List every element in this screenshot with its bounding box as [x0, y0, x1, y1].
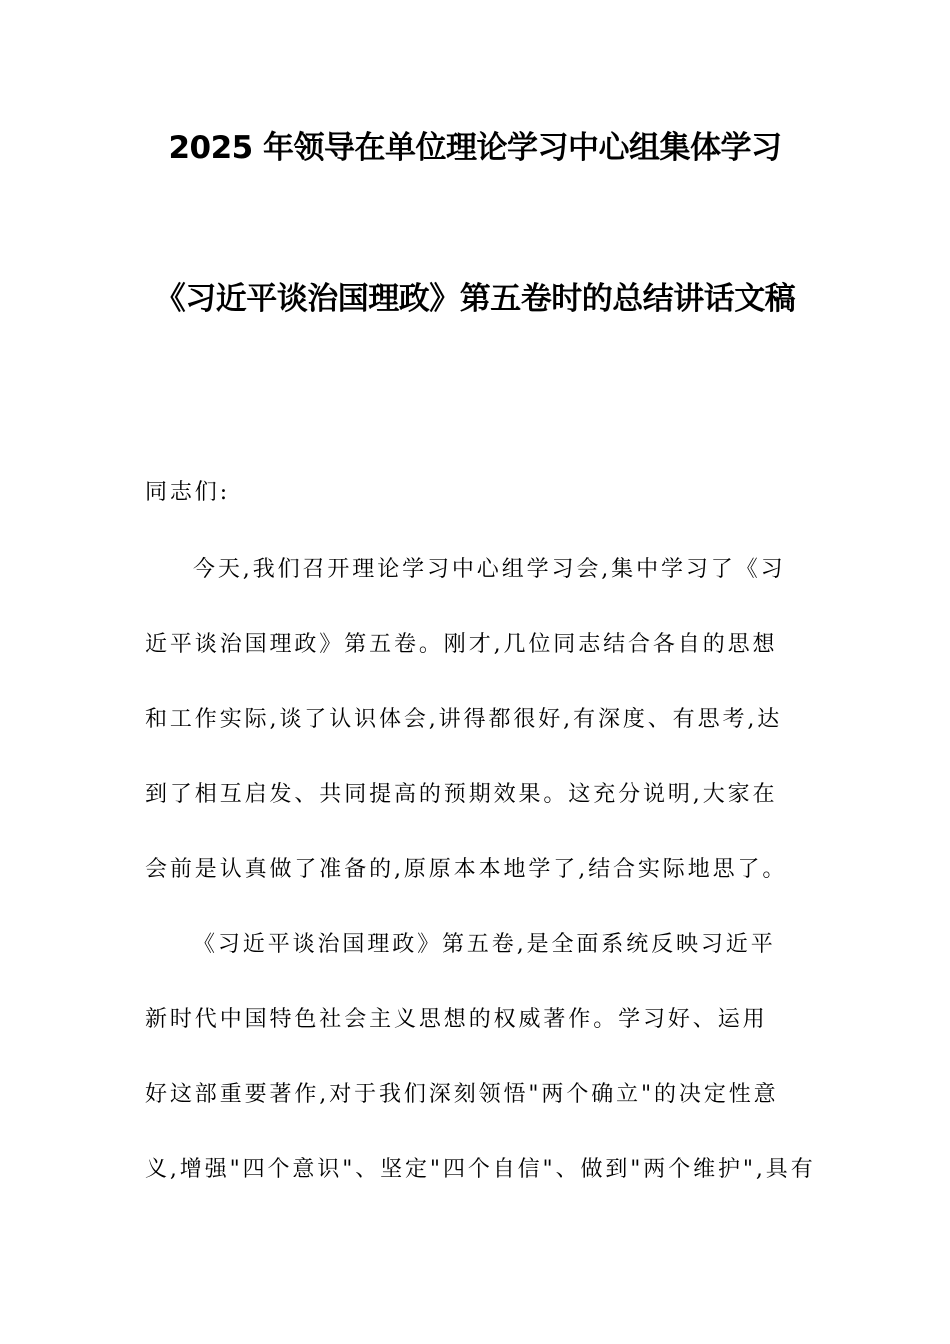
- salutation: 同志们:: [145, 480, 231, 505]
- paragraph-1-line-5: 会前是认真做了准备的,原原本本地学了,结合实际地思了。: [145, 857, 788, 882]
- paragraph-2-line-1: 《习近平谈治国理政》第五卷,是全面系统反映习近平: [193, 932, 776, 957]
- paragraph-2-line-3: 好这部重要著作,对于我们深刻领悟"两个确立"的决定性意: [145, 1082, 779, 1107]
- document-title-line-2: 《习近平谈治国理政》第五卷时的总结讲话文稿: [154, 281, 796, 317]
- paragraph-1-line-4: 到了相互启发、共同提高的预期效果。这充分说明,大家在: [145, 782, 778, 807]
- paragraph-2-line-4: 义,增强"四个意识"、坚定"四个自信"、做到"两个维护",具有: [145, 1157, 816, 1182]
- paragraph-1-line-3: 和工作实际,谈了认识体会,讲得都很好,有深度、有思考,达: [145, 707, 783, 732]
- paragraph-2-line-2: 新时代中国特色社会主义思想的权威著作。学习好、运用: [145, 1007, 768, 1032]
- paragraph-1-line-1: 今天,我们召开理论学习中心组学习会,集中学习了《习: [193, 557, 786, 582]
- paragraph-1-line-2: 近平谈治国理政》第五卷。刚才,几位同志结合各自的思想: [145, 632, 778, 657]
- document-title-line-1: 2025 年领导在单位理论学习中心组集体学习: [168, 130, 782, 166]
